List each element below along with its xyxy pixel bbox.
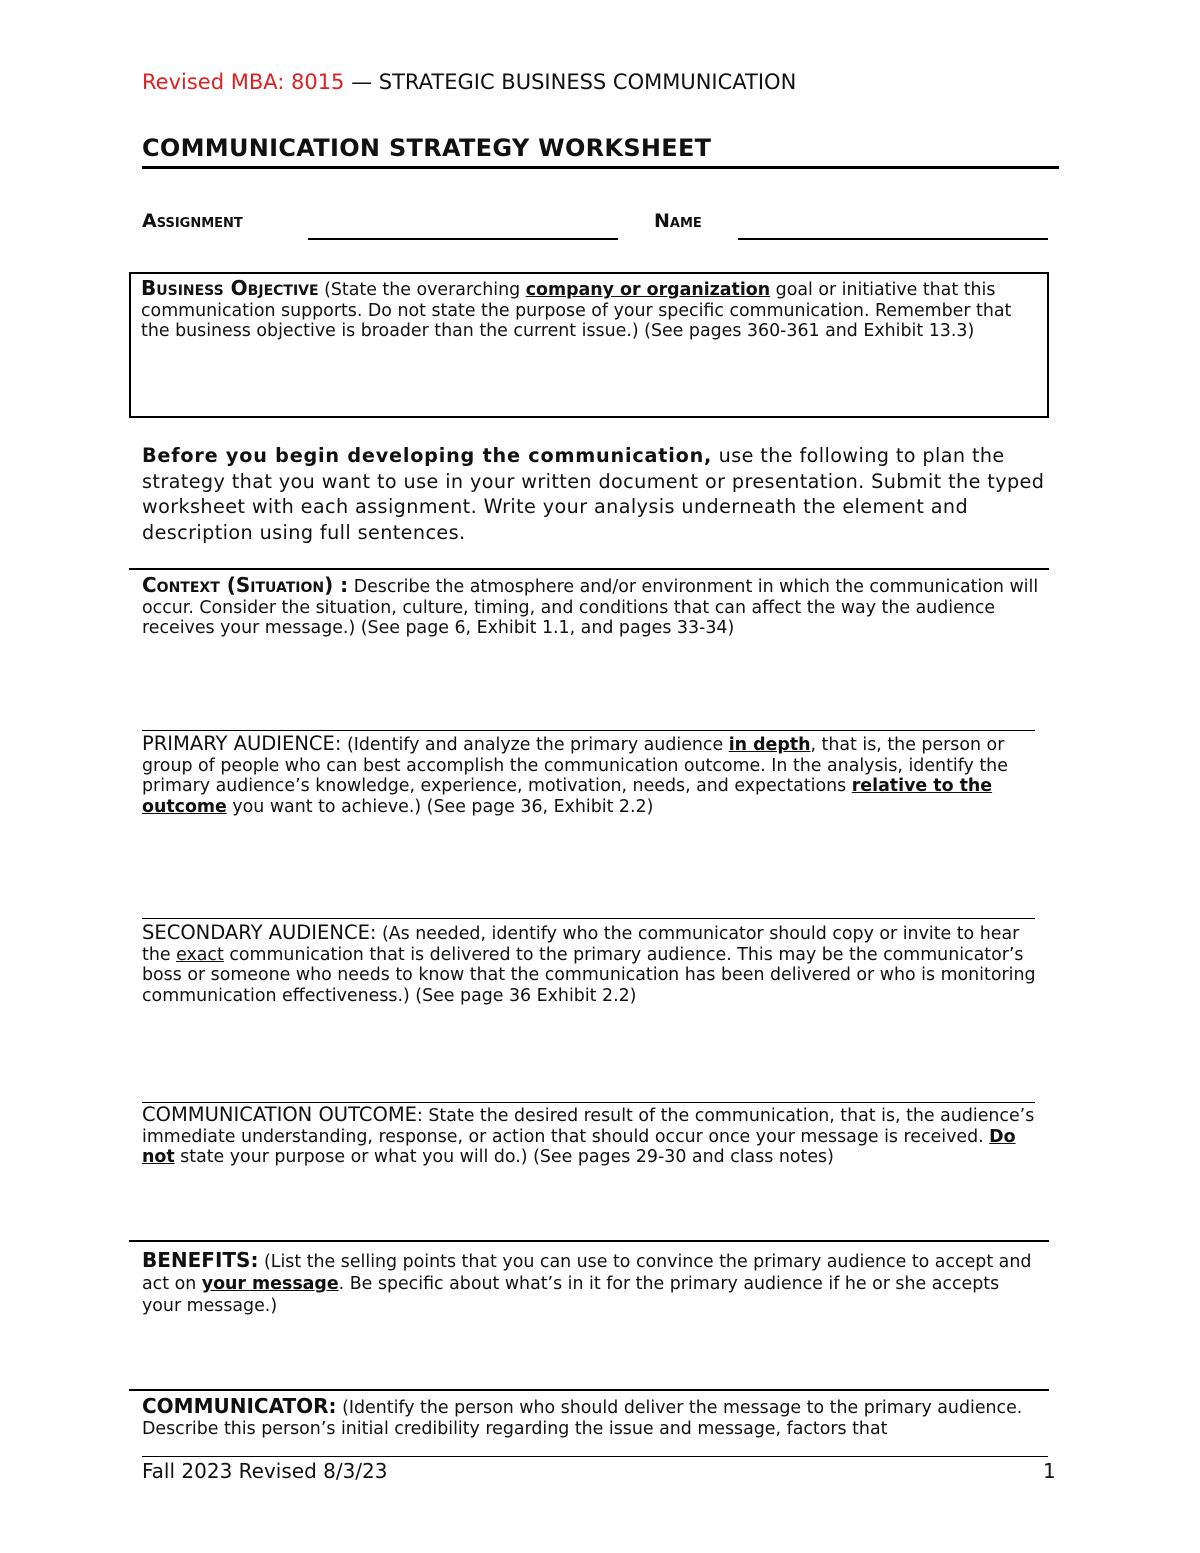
primary-audience-label: PRIMARY AUDIENCE:	[142, 732, 342, 755]
course-header	[142, 70, 796, 94]
communication-outcome-label: COMMUNICATION OUTCOME	[142, 1103, 417, 1126]
assignment-field[interactable]	[308, 238, 618, 240]
communicator-section: COMMUNICATOR: (Identify the person who should deliver the message to the primary audience. Describe this person’s initial credibility regarding the issue and message, factors that	[142, 1394, 1023, 1439]
secondary-audience-section: SECONDARY AUDIENCE: (As needed, identify who the communicator should copy or invite to hear the exact communication that is delivered to the primary audience. This may be the communicator’s boss or someone who needs to know that the communication has been delivered or who is monitoring communication effectiveness.) (See page 36 Exhibit 2.2)	[142, 921, 1036, 1006]
communicator-label: COMMUNICATOR:	[142, 1394, 337, 1418]
footer-text: Fall 2023 Revised 8/3/23	[142, 1459, 388, 1483]
business-objective-text: Business Objective (State the overarching company or organization goal or initiative that this communication supports. Do not state the purpose of your specific communication. Remember that the business objective is broader than the current issue.) (See pages 360-361 and Exhibit 13.3)	[141, 276, 1012, 342]
section-rule	[142, 918, 1035, 919]
worksheet-title: COMMUNICATION STRATEGY WORKSHEET	[142, 134, 712, 162]
section-rule	[129, 1389, 1049, 1391]
title-rule	[142, 166, 1059, 169]
course-title: — STRATEGIC BUSINESS COMMUNICATION	[344, 70, 797, 94]
benefits-label: BENEFITS:	[142, 1248, 259, 1272]
intro-paragraph: Before you begin developing the communication, use the following to plan the strategy that you want to use in your written document or presentation. Submit the typed worksheet with each assignment. Write your analysis underneath the element and description using full sentences.	[142, 444, 1045, 544]
footer-rule	[142, 1456, 1048, 1457]
name-label: Name	[654, 210, 702, 232]
section-rule	[129, 568, 1049, 570]
business-objective-label: Business Objective	[141, 276, 319, 300]
section-rule	[129, 1240, 1049, 1242]
course-code: Revised MBA: 8015	[142, 70, 345, 94]
context-label: Context (Situation) :	[142, 573, 349, 597]
primary-audience-section: PRIMARY AUDIENCE: (Identify and analyze the primary audience in depth, that is, the person or group of people who can best accomplish the communication outcome. In the analysis, identify the primary audience’s knowledge, experience, motivation, needs, and expectations relative to the outcome you want to achieve.) (See page 36, Exhibit 2.2)	[142, 732, 1008, 817]
benefits-section: BENEFITS: (List the selling points that you can use to convince the primary audience to accept and act on your message. Be specific about what’s in it for the primary audience if he or she accepts your message.)	[142, 1248, 1032, 1316]
assignment-label: Assignment	[142, 210, 243, 232]
emphasis-company: company or organization	[525, 280, 771, 300]
secondary-audience-label: SECONDARY AUDIENCE:	[142, 921, 377, 944]
context-section: Context (Situation) : Describe the atmosphere and/or environment in which the communication will occur. Consider the situation, culture, timing, and conditions that can affect the way the audience receives your message.) (See page 6, Exhibit 1.1, and pages 33-34)	[142, 573, 1039, 639]
name-field[interactable]	[738, 238, 1048, 240]
page-number: 1	[1043, 1459, 1056, 1483]
communication-outcome-section: COMMUNICATION OUTCOME: State the desired result of the communication, that is, the audience’s immediate understanding, response, or action that should occur once your message is received. Do not state your purpose or what you will do.) (See pages 29-30 and class notes)	[142, 1103, 1035, 1168]
section-rule	[142, 730, 1035, 731]
